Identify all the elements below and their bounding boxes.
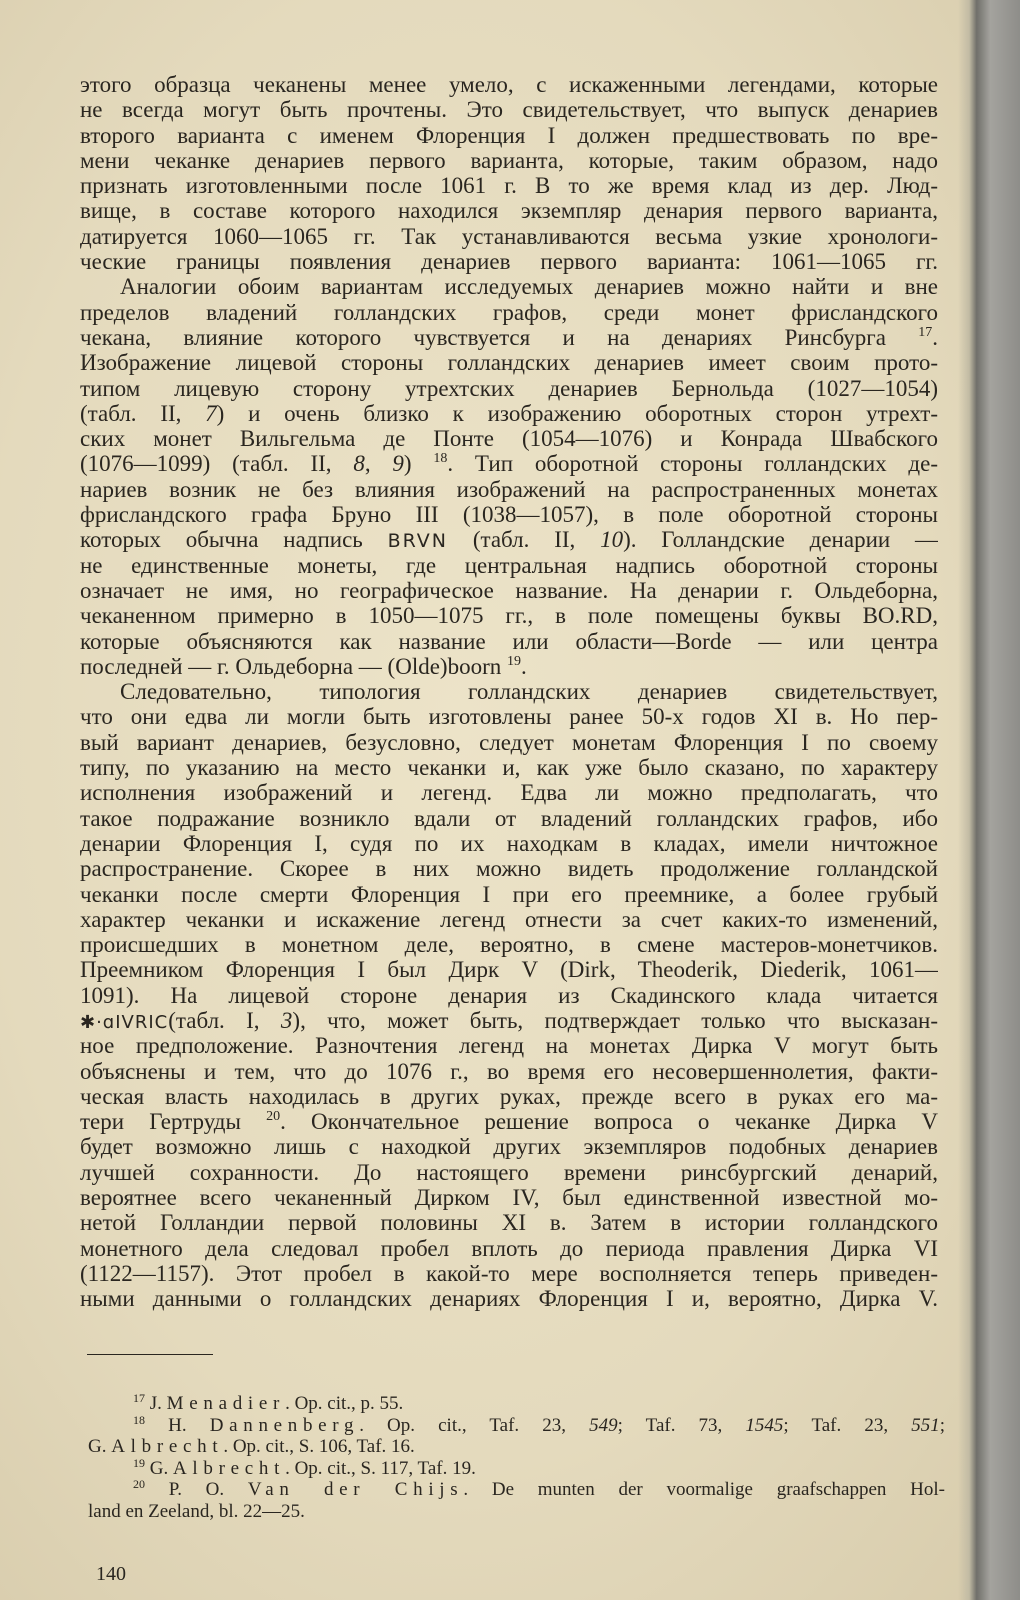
binding-edge [958, 0, 1020, 1600]
text-segment: Аналогии обоим вариантам исследуемых денариев можно найти и вне [120, 274, 938, 300]
text-segment: ческие границы появления денариев первого варианта: 1061—1065 гг. [80, 249, 938, 275]
text-segment: фрисландского графа Бруно III (1038—1057), в поле оборотной стороны [80, 502, 938, 528]
plate-figure-number: 8 [353, 451, 365, 477]
plate-figure-number: 10 [600, 527, 624, 553]
text-segment: . [932, 324, 938, 350]
plate-figure-number: 3 [280, 1007, 293, 1033]
text-segment: монетного дела следовал пробел вплоть до периода правления Дирка VI [80, 1235, 938, 1261]
text-segment: . Op. cit., Taf. 23, [359, 1414, 590, 1436]
body-line [80, 97, 938, 122]
footnote-number: 20 [133, 1479, 145, 1491]
author-name: Dannenberg [209, 1414, 360, 1436]
text-segment: происшедших в монетном деле, вероятно, в смене мастеров-монетчиков. [80, 932, 938, 958]
text-segment: Преемником Флоренция I был Дирк V (Dirk, Theoderik, Diederik, 1061— [80, 957, 938, 983]
footnote-line [88, 1436, 945, 1458]
text-segment: не всегда могут быть прочтены. Это свидетельствует, что выпуск денариев [80, 97, 938, 123]
text-segment: этого образца чеканены менее умело, с искаженными легендами, которые [80, 72, 938, 97]
text-segment: . De munten der voormalige graafschappen Hol- [463, 1479, 945, 1500]
body-line [80, 907, 938, 932]
body-line [80, 1185, 938, 1210]
body-line [80, 477, 938, 502]
body-line [80, 704, 938, 729]
body-line [80, 1160, 938, 1185]
text-segment: P. O. [145, 1479, 248, 1500]
body-line [80, 1261, 938, 1286]
body-line [80, 983, 938, 1008]
text-segment: признать изготовленными после 1061 г. В то же время клад из дер. Люд- [80, 173, 938, 199]
text-segment: ными данными о голландских денариях Флоренция I и, вероятно, Дирка V. [80, 1286, 938, 1312]
text-segment: ; Taf. 73, [617, 1414, 746, 1436]
text-segment: исполнения изображений и легенд. Едва ли можно предполагать, что [80, 780, 938, 806]
body-line [80, 376, 938, 401]
body-line [80, 300, 938, 325]
text-segment: (табл. II, [80, 400, 206, 426]
text-segment: тери Гертруды [80, 1109, 267, 1135]
body-line [80, 123, 938, 148]
body-line [80, 249, 938, 274]
text-segment: (1076—1099) (табл. II, [80, 451, 354, 477]
catalogue-number: 549 [589, 1414, 618, 1436]
text-segment: , [364, 451, 393, 477]
body-line [80, 1134, 938, 1159]
plate-figure-number: 9 [392, 451, 404, 477]
body-line [80, 224, 938, 249]
text-segment: распространение. Скорее в них можно видеть продолжение голландской [80, 856, 938, 882]
body-line [80, 426, 938, 451]
body-line [80, 72, 938, 97]
text-segment: Следовательно, типология голландских денариев свидетельствует, [120, 679, 938, 705]
text-segment: ; Taf. 23, [783, 1414, 912, 1436]
main-text [80, 72, 938, 1312]
body-line [80, 1109, 938, 1134]
text-segment: ских монет Вильгельма де Понте (1054—1076) и Конрада Швабского [80, 426, 938, 452]
text-segment: мени чеканке денариев первого варианта, которые, таким образом, надо [80, 147, 938, 173]
text-segment: ). Голландские денарии — [623, 527, 938, 553]
body-line [80, 527, 938, 552]
text-segment: датируется 1060—1065 гг. Так устанавливаются весьма узкие хронологи- [80, 223, 938, 249]
body-line [80, 1236, 938, 1261]
text-segment: что они едва ли могли быть изготовлены ранее 50-х годов XI в. Но пер- [80, 704, 938, 730]
footnotes [88, 1393, 945, 1522]
body-line [80, 451, 938, 476]
text-segment: чеканенном примерно в 1050—1075 гг., в поле помещены буквы BO.RD, [80, 603, 938, 629]
text-segment: такое подражание возникло вдали от владений голландских графов, ибо [80, 805, 938, 831]
text-segment: ) [403, 451, 434, 477]
body-line [80, 553, 938, 578]
text-segment: . Op. cit., S. 106, Taf. 16. [223, 1436, 415, 1457]
footnote-line [88, 1479, 945, 1501]
text-segment: . Окончательное решение вопроса о чеканке Дирка V [280, 1109, 938, 1135]
text-segment: лучшей сохранности. До настоящего времени ринсбургский денарий, [80, 1159, 938, 1185]
text-segment: пределов владений голландских графов, среди монет фрисландского [80, 299, 938, 325]
body-line [80, 679, 938, 704]
text-segment: G. [145, 1457, 173, 1479]
coin-legend: ✱·ɑIVRIC [80, 1011, 169, 1033]
text-segment: (табл. I, [168, 1007, 281, 1033]
footnote-number: 17 [133, 1393, 145, 1405]
body-line [80, 629, 938, 654]
author-name: Albrecht [111, 1436, 224, 1457]
text-segment: которых обычна надпись [80, 527, 388, 553]
text-segment: нетой Голландии первой половины XI в. Затем в истории голландского [80, 1210, 938, 1236]
body-line [80, 806, 938, 831]
footnote-line [88, 1458, 945, 1480]
text-segment: (1122—1157). Этот пробел в какой-то мере восполняется теперь приведен- [80, 1260, 938, 1286]
text-segment: будет возможно лишь с находкой других экземпляров подобных денариев [80, 1134, 938, 1160]
body-line [80, 831, 938, 856]
text-segment: чеканки после смерти Флоренция I при его преемнике, а более грубый [80, 881, 938, 907]
footnote-separator [87, 1354, 213, 1355]
body-line [80, 1033, 938, 1058]
footnote-number: 18 [133, 1414, 145, 1427]
text-segment: которые объясняются как название или области—Borde — или центра [80, 628, 938, 654]
text-segment: означает не имя, но географическое название. На денарии г. Ольдеборна, [80, 577, 938, 603]
text-segment: типу, по указанию на место чеканки и, как уже было сказано, по характеру [80, 755, 938, 781]
text-segment: ) и очень близко к изображению оборотных сторон утрехт- [216, 400, 938, 426]
body-line [80, 401, 938, 426]
text-segment: J. [145, 1393, 167, 1414]
body-line [80, 1286, 938, 1311]
text-segment: ), что, может быть, подтверждает только что высказан- [292, 1007, 938, 1033]
text-segment: объяснены и тем, что до 1076 г., во время его несовершеннолетия, факти- [80, 1058, 938, 1084]
body-line [80, 1008, 938, 1033]
body-line [80, 957, 938, 982]
text-segment: Изображение лицевой стороны голландских денариев имеет своим прото- [80, 350, 938, 376]
text-segment: ; [939, 1414, 945, 1436]
body-line [80, 325, 938, 350]
body-line [80, 1210, 938, 1235]
author-name: Van der Chijs [247, 1479, 464, 1500]
body-line [80, 730, 938, 755]
text-segment: второго варианта с именем Флоренция I должен предшествовать по вре- [80, 122, 938, 148]
body-line [80, 856, 938, 881]
text-segment: ческая власть находилась в других руках, прежде всего в руках его ма- [80, 1083, 938, 1109]
footnote-ref: 20 [266, 1109, 281, 1125]
coin-inscription: BRVN [387, 530, 449, 553]
text-segment: . Op. cit., S. 117, Taf. 19. [285, 1457, 476, 1479]
text-segment: вероятнее всего чеканенный Дирком IV, был единственной известной мо- [80, 1185, 938, 1211]
text-segment: land en Zeeland, bl. 22—25. [88, 1500, 305, 1522]
text-segment: . Тип оборотной стороны голландских де- [447, 451, 938, 477]
footnote-line [88, 1415, 945, 1437]
body-line [80, 654, 938, 679]
text-segment: 1091). На лицевой стороне денария из Скадинского клада читается [80, 982, 938, 1008]
text-segment: чекана, влияние которого чувствуется и на денариях Ринсбурга [80, 324, 919, 350]
text-segment: нариев возник не без влияния изображений на распространенных монетах [80, 476, 938, 502]
body-line [80, 274, 938, 299]
text-segment: денарии Флоренция I, судя по их находкам в кладах, имели ничтожное [80, 830, 938, 856]
text-segment: вый вариант денариев, безусловно, следует монетам Флоренция I по своему [80, 729, 938, 755]
body-line [80, 173, 938, 198]
text-segment: типом лицевую сторону утрехтских денариев Бернольда (1027—1054) [80, 375, 938, 401]
footnote-number: 19 [133, 1457, 145, 1470]
text-segment: . [520, 653, 527, 679]
body-line [80, 932, 938, 957]
author-name: Albrecht [172, 1457, 286, 1479]
text-segment: G. [88, 1436, 112, 1457]
page-number: 140 [96, 1563, 126, 1585]
body-line [80, 502, 938, 527]
footnote-ref: 17 [918, 324, 933, 340]
body-line [80, 755, 938, 780]
body-line [80, 148, 938, 173]
text-segment: не единственные монеты, где центральная надпись оборотной стороны [80, 552, 938, 578]
body-line [80, 1059, 938, 1084]
body-line [80, 882, 938, 907]
body-line [80, 578, 938, 603]
footnote-line [88, 1501, 945, 1523]
plate-figure-number: 7 [205, 400, 217, 426]
body-line [80, 198, 938, 223]
body-line [80, 603, 938, 628]
catalogue-number: 551 [911, 1414, 940, 1436]
catalogue-number: 1545 [745, 1414, 784, 1436]
body-line [80, 780, 938, 805]
author-name: Menadier [166, 1393, 286, 1414]
body-line [80, 1084, 938, 1109]
text-segment: последней — г. Ольдеборна — (Olde)boorn [80, 653, 507, 679]
text-segment: вище, в составе которого находился экземпляр денария первого варианта, [80, 198, 938, 224]
text-segment: ное предположение. Разночтения легенд на монетах Дирка V могут быть [80, 1033, 938, 1059]
text-segment: характер чеканки и искажение легенд отнести за счет каких-то изменений, [80, 906, 938, 932]
text-segment: . Op. cit., p. 55. [285, 1393, 404, 1414]
text-segment: (табл. II, [448, 527, 601, 553]
footnote-ref: 19 [506, 653, 521, 669]
body-line [80, 350, 938, 375]
text-segment: H. [145, 1414, 210, 1436]
footnote-line [88, 1393, 945, 1415]
footnote-ref: 18 [433, 451, 448, 467]
